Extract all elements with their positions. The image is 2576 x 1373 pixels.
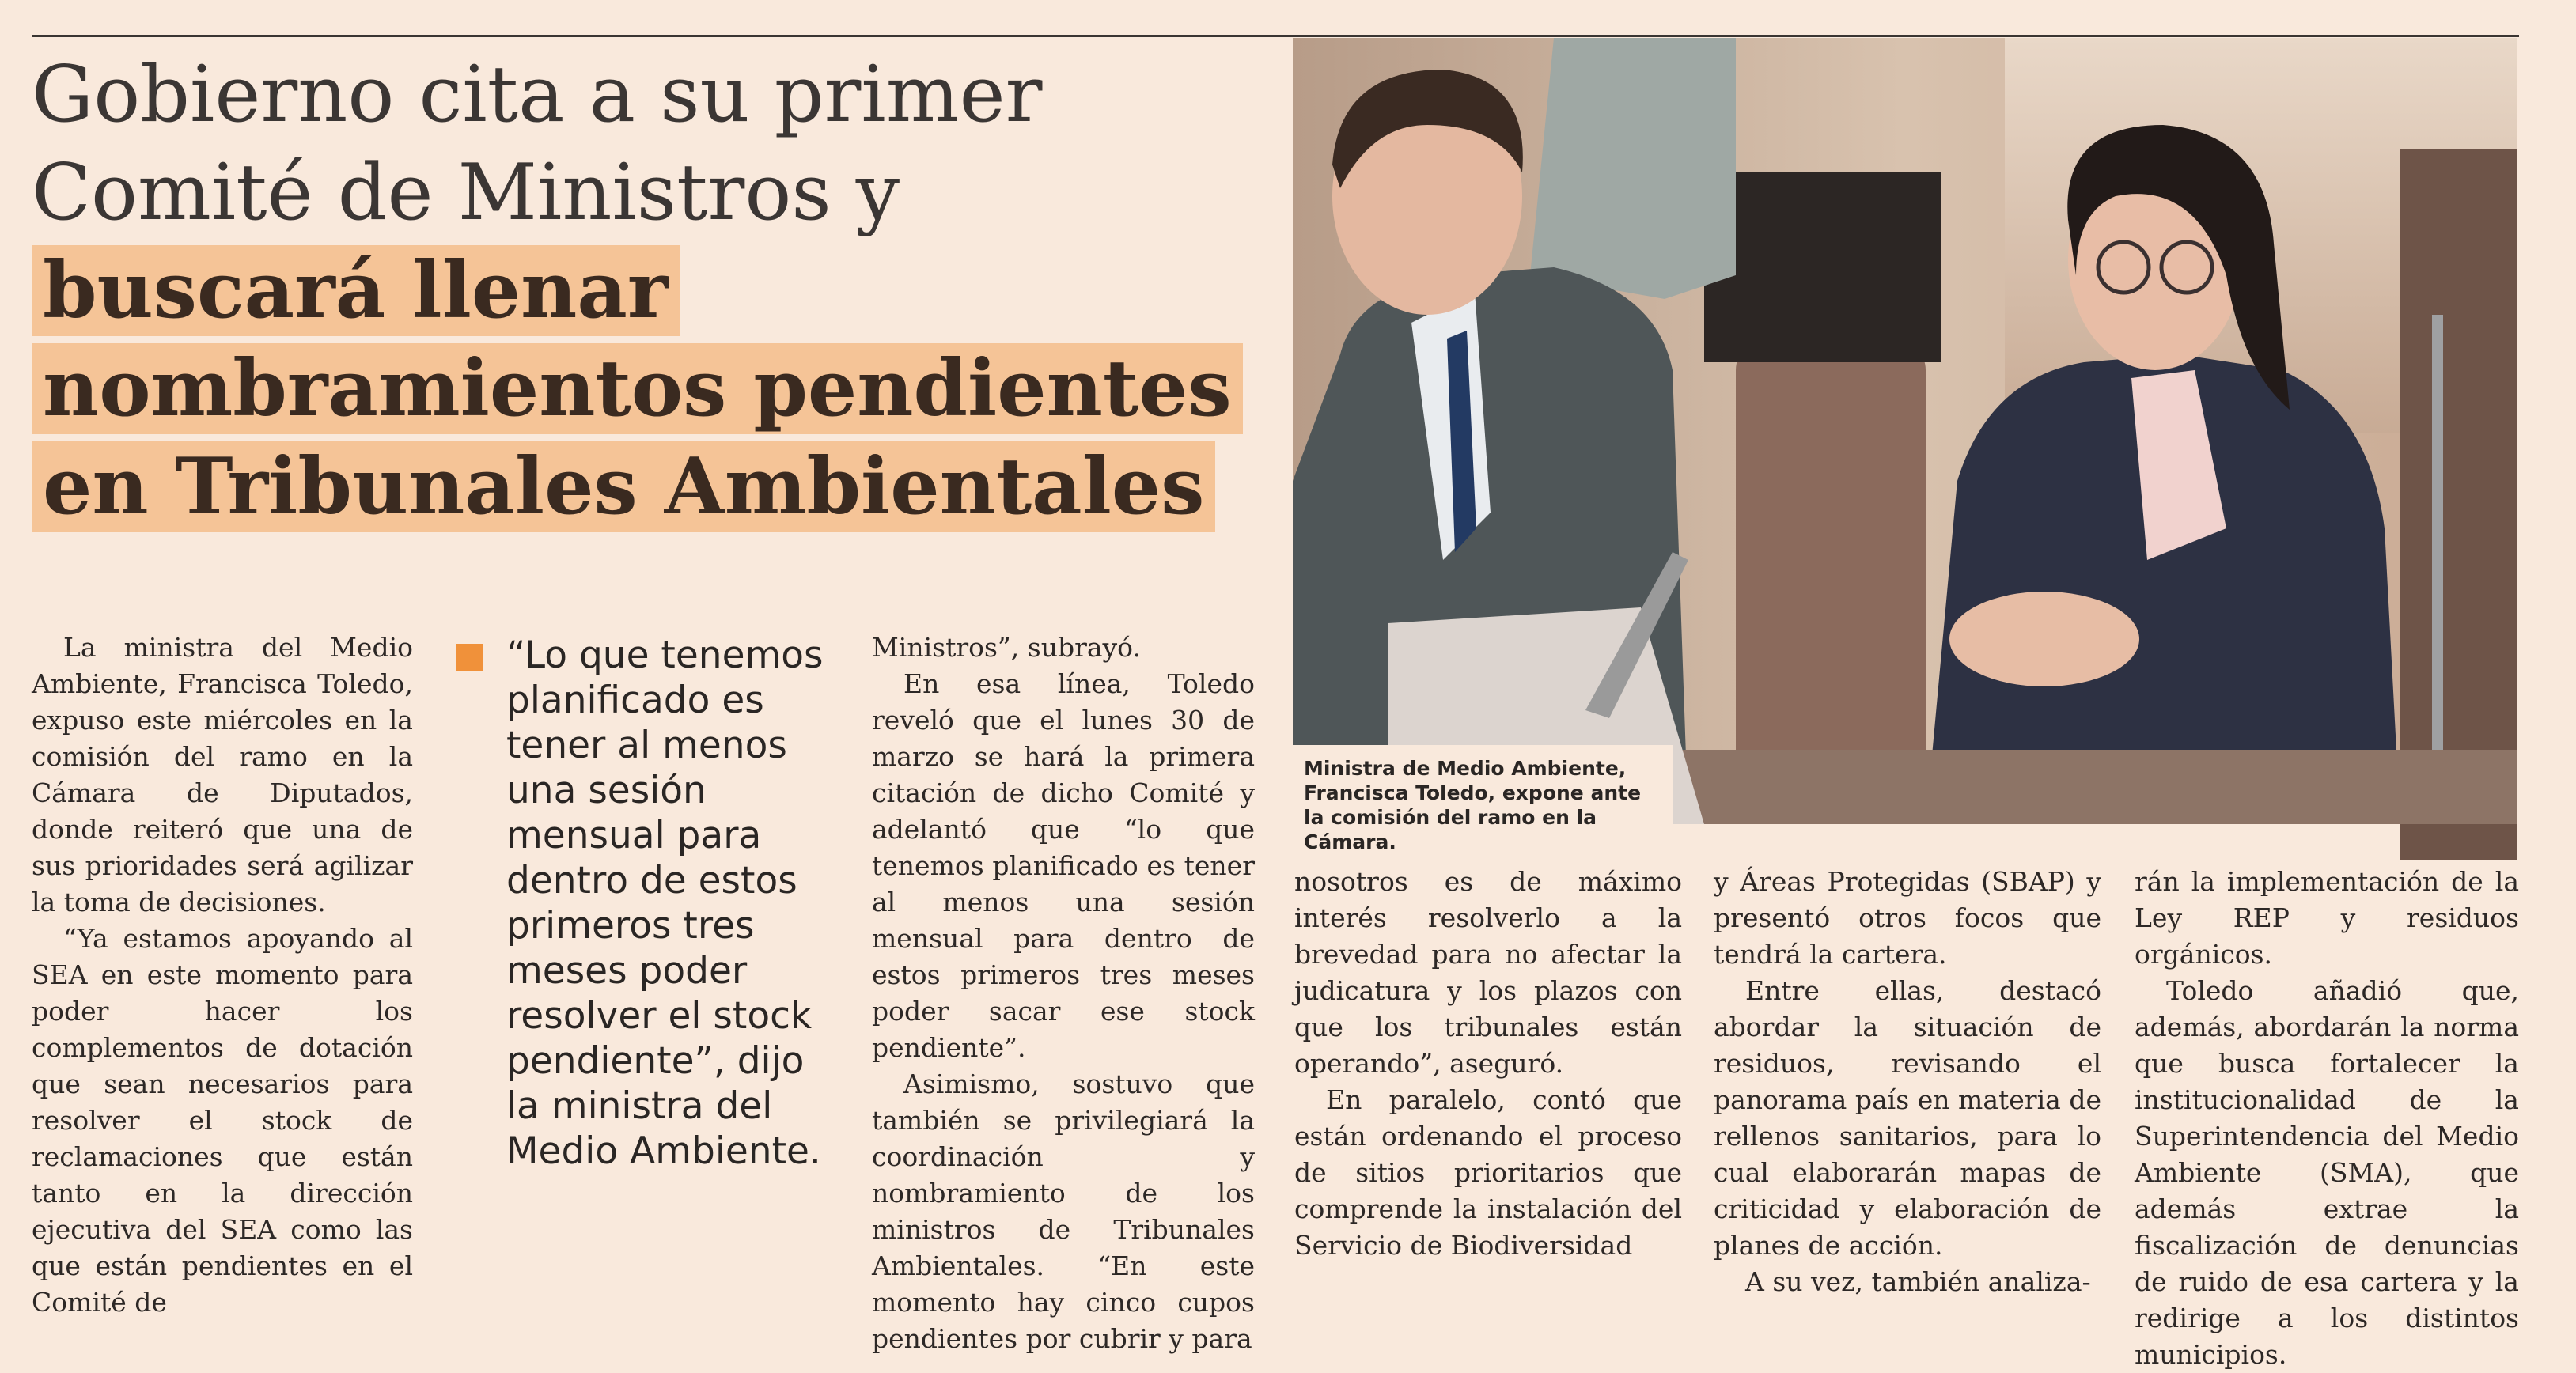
paragraph: rán la implementación de la Ley REP y residuos orgánicos. [2135,866,2519,970]
paragraph: Entre ellas, destacó abordar la situación de residuos, revisando el panorama país en materia de rellenos sanitarios, para lo cual elaborarán mapas de criticidad y elaboración de planes de acción. [1714,975,2101,1261]
photo-caption: Ministra de Medio Ambiente, Francisca Toledo, expone ante la comisión del ramo en la Cámara. [1293,745,1673,824]
paragraph: Asimismo, sostuvo que también se privilegiará la coordinación y nombramiento de los ministros de Tribunales Ambientales. “En este momento hay cinco cupos pendientes por cubrir y para [872,1069,1255,1354]
headline-highlight: buscará llenar nombramientos pendientes en Tribunales Ambientales [32,245,1243,532]
paragraph: En paralelo, contó que están ordenando el proceso de sitios prioritarios que comprende la instalación del Servicio de Biodiversidad [1294,1084,1682,1261]
article-column-6 [2135,864,2519,1373]
article-photo [1293,38,2517,853]
paragraph: La ministra del Medio Ambiente, Francisca Toledo, expuso este miércoles en la comisión del ramo en la Cámara de Diputados, donde reiteró que una de sus prioridades será agilizar la toma de decisiones. [32,632,413,917]
paragraph: Toledo añadió que, además, abordarán la norma que busca fortalecer la institucionalidad de la Superintendencia del Medio Ambiente (SMA), que además extrae la fiscalización de denuncias de ruido de esa cartera y la redirige a los distintos municipios. [2135,975,2519,1370]
pull-quote: “Lo que tenemos planificado es tener al menos una sesión mensual para dentro de estos primeros tres meses poder resolver el stock pendiente”, dijo la ministra del Medio Ambiente. [506,634,824,1173]
paragraph: A su vez, también analiza- [1745,1266,2091,1297]
article-column-1 [32,630,413,1321]
headline [32,46,1266,536]
headline-plain: Gobierno cita a su primer Comité de Ministros y [32,50,1043,238]
photo-illustration [1293,38,2517,824]
paragraph: y Áreas Protegidas (SBAP) y presentó otros focos que tendrá la cartera. [1714,866,2101,970]
paragraph: “Ya estamos apoyando al SEA en este momento para poder hacer los complementos de dotación que sean necesarios para resolver el stock de reclamaciones que están tanto en la dirección ejecutiva del SEA como las que están pendientes en el Comité de [32,923,413,1318]
quote-marker-square [456,644,483,671]
article-column-5 [1714,864,2101,1300]
paragraph: En esa línea, Toledo reveló que el lunes 30 de marzo se hará la primera citación de dicho Comité y adelantó que “lo que tenemos planificado es tener al menos una sesión mensual para dentro de estos primeros tres meses poder sacar ese stock pendiente”. [872,668,1255,1063]
paragraph: nosotros es de máximo interés resolverlo a la brevedad para no afectar la judicatura y los plazos con que los tribunales están operando”, aseguró. [1294,866,1682,1079]
paragraph: Ministros”, subrayó. [872,632,1141,663]
top-rule [32,35,2519,37]
article-column-3 [872,630,1255,1357]
article-column-4 [1294,864,1682,1264]
